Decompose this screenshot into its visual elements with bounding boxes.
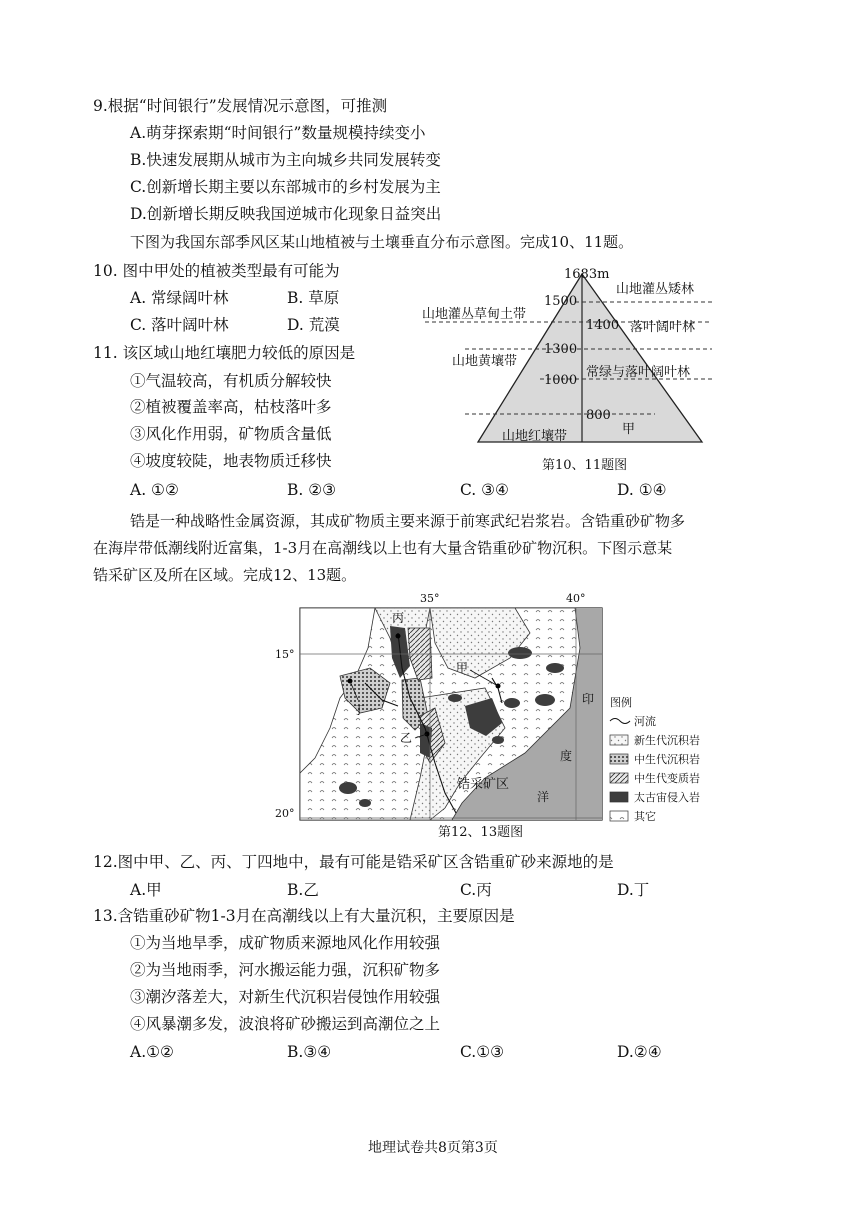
summit-elevation: 1683m bbox=[564, 267, 610, 282]
legend-river: 河流 bbox=[634, 715, 656, 728]
q10-option-a: A. 常绿阔叶林 bbox=[130, 289, 229, 307]
mine-label: 锆采矿区 bbox=[457, 777, 510, 792]
q13-item-4: ④风暴潮多发，波浪将矿砂搬运到高潮位之上 bbox=[130, 1015, 441, 1033]
veg-label-jia: 甲 bbox=[622, 422, 636, 437]
q13-stem: 13.含锆重砂矿物1-3月在高潮线以上有大量沉积，主要原因是 bbox=[93, 907, 515, 925]
legend-mesozoic-meta: 中生代变质岩 bbox=[634, 772, 700, 785]
soil-label-meadow: 山地灌丛草甸土带 bbox=[422, 307, 527, 322]
longitude-35: 35° bbox=[420, 592, 440, 605]
q9-option-b: B.快速发展期从城市为主向城乡共同发展转变 bbox=[130, 151, 441, 169]
place-jia: 甲 bbox=[456, 661, 469, 675]
q13-option-b: B.③④ bbox=[287, 1043, 332, 1061]
veg-label-mixed: 常绿与落叶阔叶林 bbox=[586, 365, 691, 380]
q12-option-c: C.丙 bbox=[460, 881, 492, 899]
intro-12-13-line1: 锆是一种战略性金属资源，其成矿物质主要来源于前寒武纪岩浆岩。含锆重砂矿物多 bbox=[130, 512, 686, 530]
figure-caption-10-11: 第10、11题图 bbox=[542, 458, 628, 473]
q11-item-3: ③风化作用弱，矿物质含量低 bbox=[130, 425, 332, 443]
q11-stem: 11. 该区域山地红壤肥力较低的原因是 bbox=[93, 344, 356, 362]
legend-river-symbol bbox=[610, 719, 630, 724]
page-footer: 地理试卷共8页第3页 bbox=[368, 1140, 498, 1156]
soil-label-yellow: 山地黄壤带 bbox=[452, 354, 518, 369]
q10-option-d: D. 荒漠 bbox=[287, 316, 340, 334]
q11-option-d: D. ①④ bbox=[617, 481, 667, 499]
legend-title: 图例 bbox=[610, 696, 632, 709]
figure-caption-12-13: 第12、13题图 bbox=[438, 825, 524, 838]
q11-item-1: ①气温较高，有机质分解较快 bbox=[130, 372, 332, 390]
zirconium-mine-map bbox=[270, 588, 720, 838]
place-bing: 丙 bbox=[392, 611, 405, 625]
place-yi: 乙 bbox=[400, 731, 413, 745]
place-ding: 丁 bbox=[353, 703, 366, 717]
latitude-15: 15° bbox=[275, 648, 295, 661]
q9-option-d: D.创新增长期反映我国逆城市化现象日益突出 bbox=[130, 205, 442, 223]
q10-stem: 10. 图中甲处的植被类型最有可能为 bbox=[93, 262, 340, 280]
elevation-800: 800 bbox=[586, 408, 611, 423]
q12-stem: 12.图中甲、乙、丙、丁四地中，最有可能是锆采矿区含锆重矿砂来源地的是 bbox=[93, 853, 614, 871]
q11-option-b: B. ②③ bbox=[287, 481, 337, 499]
intro-12-13-line2: 在海岸带低潮线附近富集，1-3月在高潮线以上也有大量含锆重砂矿物沉积。下图示意某 bbox=[93, 539, 673, 557]
elevation-1000: 1000 bbox=[544, 373, 578, 388]
q9-option-c: C.创新增长期主要以东部城市的乡村发展为主 bbox=[130, 178, 441, 196]
elevation-1300: 1300 bbox=[544, 342, 578, 357]
latitude-20: 20° bbox=[275, 807, 295, 820]
legend-mesozoic-sed: 中生代沉积岩 bbox=[634, 753, 700, 766]
vegetation-soil-diagram bbox=[410, 262, 725, 477]
q10-option-c: C. 落叶阔叶林 bbox=[130, 316, 229, 334]
q9-option-a: A.萌芽探索期“时间银行”数量规模持续变小 bbox=[130, 124, 426, 142]
q11-option-a: A. ①② bbox=[130, 481, 179, 499]
q13-item-1: ①为当地旱季，成矿物质来源地风化作用较强 bbox=[130, 934, 441, 952]
intro-12-13-line3: 锆采矿区及所在区域。完成12、13题。 bbox=[93, 566, 357, 584]
longitude-40: 40° bbox=[566, 592, 586, 605]
veg-label-shrub: 山地灌丛矮林 bbox=[616, 282, 695, 297]
q11-item-4: ④坡度较陡，地表物质迁移快 bbox=[130, 452, 332, 470]
q10-option-b: B. 草原 bbox=[287, 289, 340, 307]
q13-option-d: D.②④ bbox=[617, 1043, 662, 1061]
intro-10-11: 下图为我国东部季风区某山地植被与土壤垂直分布示意图。完成10、11题。 bbox=[130, 233, 634, 251]
legend-other: 其它 bbox=[634, 810, 656, 823]
soil-label-red: 山地红壤带 bbox=[502, 429, 568, 444]
q13-option-c: C.①③ bbox=[460, 1043, 505, 1061]
q11-option-c: C. ③④ bbox=[460, 481, 509, 499]
legend-neogene: 新生代沉积岩 bbox=[634, 734, 700, 747]
q12-option-d: D.丁 bbox=[617, 881, 650, 899]
elevation-1400: 1400 bbox=[586, 318, 620, 333]
q11-item-2: ②植被覆盖率高，枯枝落叶多 bbox=[130, 398, 332, 416]
q9-stem: 9.根据“时间银行”发展情况示意图，可推测 bbox=[93, 97, 388, 115]
veg-label-deciduous: 落叶阔叶林 bbox=[630, 320, 696, 335]
q12-option-b: B.乙 bbox=[287, 881, 319, 899]
sea-char-3: 洋 bbox=[537, 790, 550, 804]
sea-char-1: 印 bbox=[582, 692, 595, 706]
q13-item-2: ②为当地雨季，河水搬运能力强，沉积矿物多 bbox=[130, 961, 441, 979]
sea-char-2: 度 bbox=[560, 749, 573, 763]
q13-item-3: ③潮汐落差大，对新生代沉积岩侵蚀作用较强 bbox=[130, 988, 441, 1006]
elevation-1500: 1500 bbox=[544, 294, 578, 309]
legend-archean: 太古宙侵入岩 bbox=[634, 791, 700, 804]
q12-option-a: A.甲 bbox=[130, 881, 162, 899]
q13-option-a: A.①② bbox=[130, 1043, 174, 1061]
